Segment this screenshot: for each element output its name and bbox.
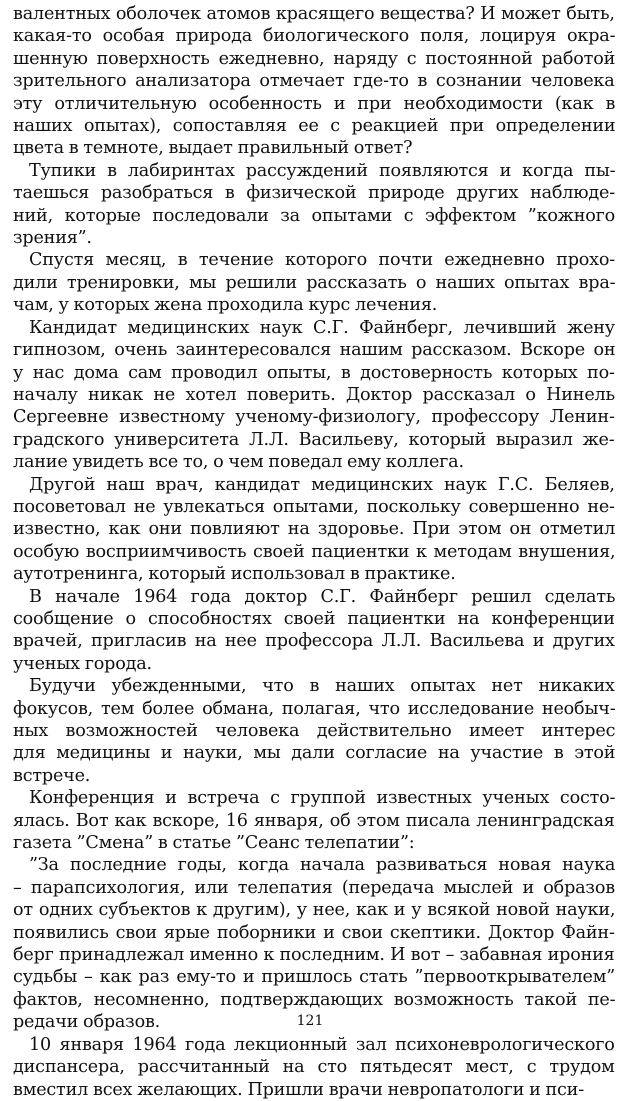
- text-line: шенную поверхность ежедневно, наряду с постоянной работой: [13, 48, 616, 69]
- text-line: сообщение о способностях своей пациентки на конференции: [13, 608, 615, 629]
- text-line: особую восприимчивость своей пациентки к методам внушения,: [13, 541, 616, 562]
- text-line: Будучи убежденными, что в наших опытах нет никаких: [29, 676, 615, 697]
- text-line: ных возможностей человека действительно имеет интерес: [13, 721, 616, 741]
- text-line: чам, у которых жена проходила курс лечения.: [13, 295, 438, 316]
- text-line: у нас дома сам проводил опыты, в достоверность которых по-: [13, 362, 615, 383]
- text-line: Спустя месяц, в течение которого почти ежедневно прохо-: [29, 250, 616, 271]
- text-line: фокусов, тем более обмана, полагая, что исследование необыч-: [13, 698, 616, 719]
- page-number: 121: [296, 1013, 324, 1029]
- text-line: берг принадлежал именно к последним. И вот – забавная ирония: [13, 945, 615, 966]
- text-line: ний, которые последовали за опытами с эффектом ”кожного: [13, 205, 616, 226]
- text-line: эту отличительную особенность и при необходимости (как в: [13, 93, 616, 114]
- text-line: наших опытах), сопоставляя ее с реакцией при определении: [13, 116, 616, 137]
- text-line: лание увидеть все то, о чем поведал ему коллега.: [13, 452, 464, 473]
- text-line: 10 января 1964 года лекционный зал психоневрологического: [29, 1034, 615, 1055]
- text-line: валентных оболочек атомов красящего вещества? И может быть,: [13, 4, 615, 24]
- text-line: ”За последние годы, когда начала развиваться новая наука: [29, 855, 616, 876]
- text-line: таешься разобраться в физической природе других наблюде-: [13, 183, 615, 204]
- text-line: вместил всех желающих. Пришли врачи невропатологи и пси-: [13, 1079, 584, 1100]
- text-line: появились свои ярые поборники и свои скептики. Доктор Файн-: [13, 922, 615, 943]
- text-line: известно, как они повлияют на здоровье. При этом он отметил: [13, 519, 616, 540]
- text-line: дили тренировки, мы решили рассказать о наших опытах вра-: [13, 272, 616, 293]
- text-line: для медицины и науки, мы дали согласие на участие в этой: [13, 743, 616, 764]
- text-line: судьбы – как раз ему-то и пришлось стать ”первооткрывателем”: [13, 967, 616, 988]
- text-line: Кандидат медицинских наук С.Г. Файнберг, лечивший жену: [29, 317, 615, 338]
- text-line: врачей, пригласив на нее профессора Л.Л. Васильева и других: [13, 631, 615, 652]
- text-line: Конференция и встреча с группой известных ученых состо-: [29, 788, 616, 809]
- text-line: газета ”Смена” в статье ”Сеанс телепатии”:: [13, 833, 415, 854]
- text-line: ученых города.: [13, 653, 152, 674]
- text-line: зрительного анализатора отмечает где-то в сознании человека: [13, 71, 615, 92]
- text-line: гипнозом, очень заинтересовался нашим рассказом. Вскоре он: [13, 340, 616, 361]
- text-line: посоветовал не увлекаться опытами, поскольку совершенно не-: [13, 496, 615, 517]
- text-line: В начале 1964 года доктор С.Г. Файнберг решил сделать: [29, 586, 616, 607]
- text-line: Сергеевне известному ученому-физиологу, профессору Ленин-: [13, 407, 615, 428]
- text-line: редачи образов.: [13, 1012, 161, 1033]
- text-line: какая-то особая природа биологического поля, лоцируя окра-: [13, 26, 616, 47]
- text-line: ялась. Вот как вскоре, 16 января, об этом писала ленинградская: [13, 810, 615, 831]
- text-line: встрече.: [13, 765, 91, 786]
- text-line: от одних субъектов к другим), у нее, как и у всякой новой науки,: [13, 900, 616, 921]
- text-line: началу никак не хотел поверить. Доктор рассказал о Нинель: [13, 384, 615, 405]
- text-line: Другой наш врач, кандидат медицинских наук Г.С. Беляев,: [29, 474, 615, 495]
- text-line: – парапсихология, или телепатия (передача мыслей и образов: [13, 877, 615, 898]
- text-line: фактов, несомненно, подтверждающих возможность такой пе-: [13, 989, 616, 1010]
- text-line: цвета в темноте, выдает правильный ответ?: [13, 138, 413, 159]
- text-line: диспансера, рассчитанный на сто пятьдесят мест, с трудом: [13, 1057, 615, 1078]
- text-line: зрения”.: [13, 228, 92, 249]
- body-text: [13, 3, 615, 1101]
- text-line: Тупики в лабиринтах рассуждений появляются и когда пы-: [29, 160, 616, 181]
- text-line: градского университета Л.Л. Васильеву, который выразил же-: [13, 429, 615, 450]
- text-line: аутотренинга, который использовал в практике.: [13, 564, 456, 585]
